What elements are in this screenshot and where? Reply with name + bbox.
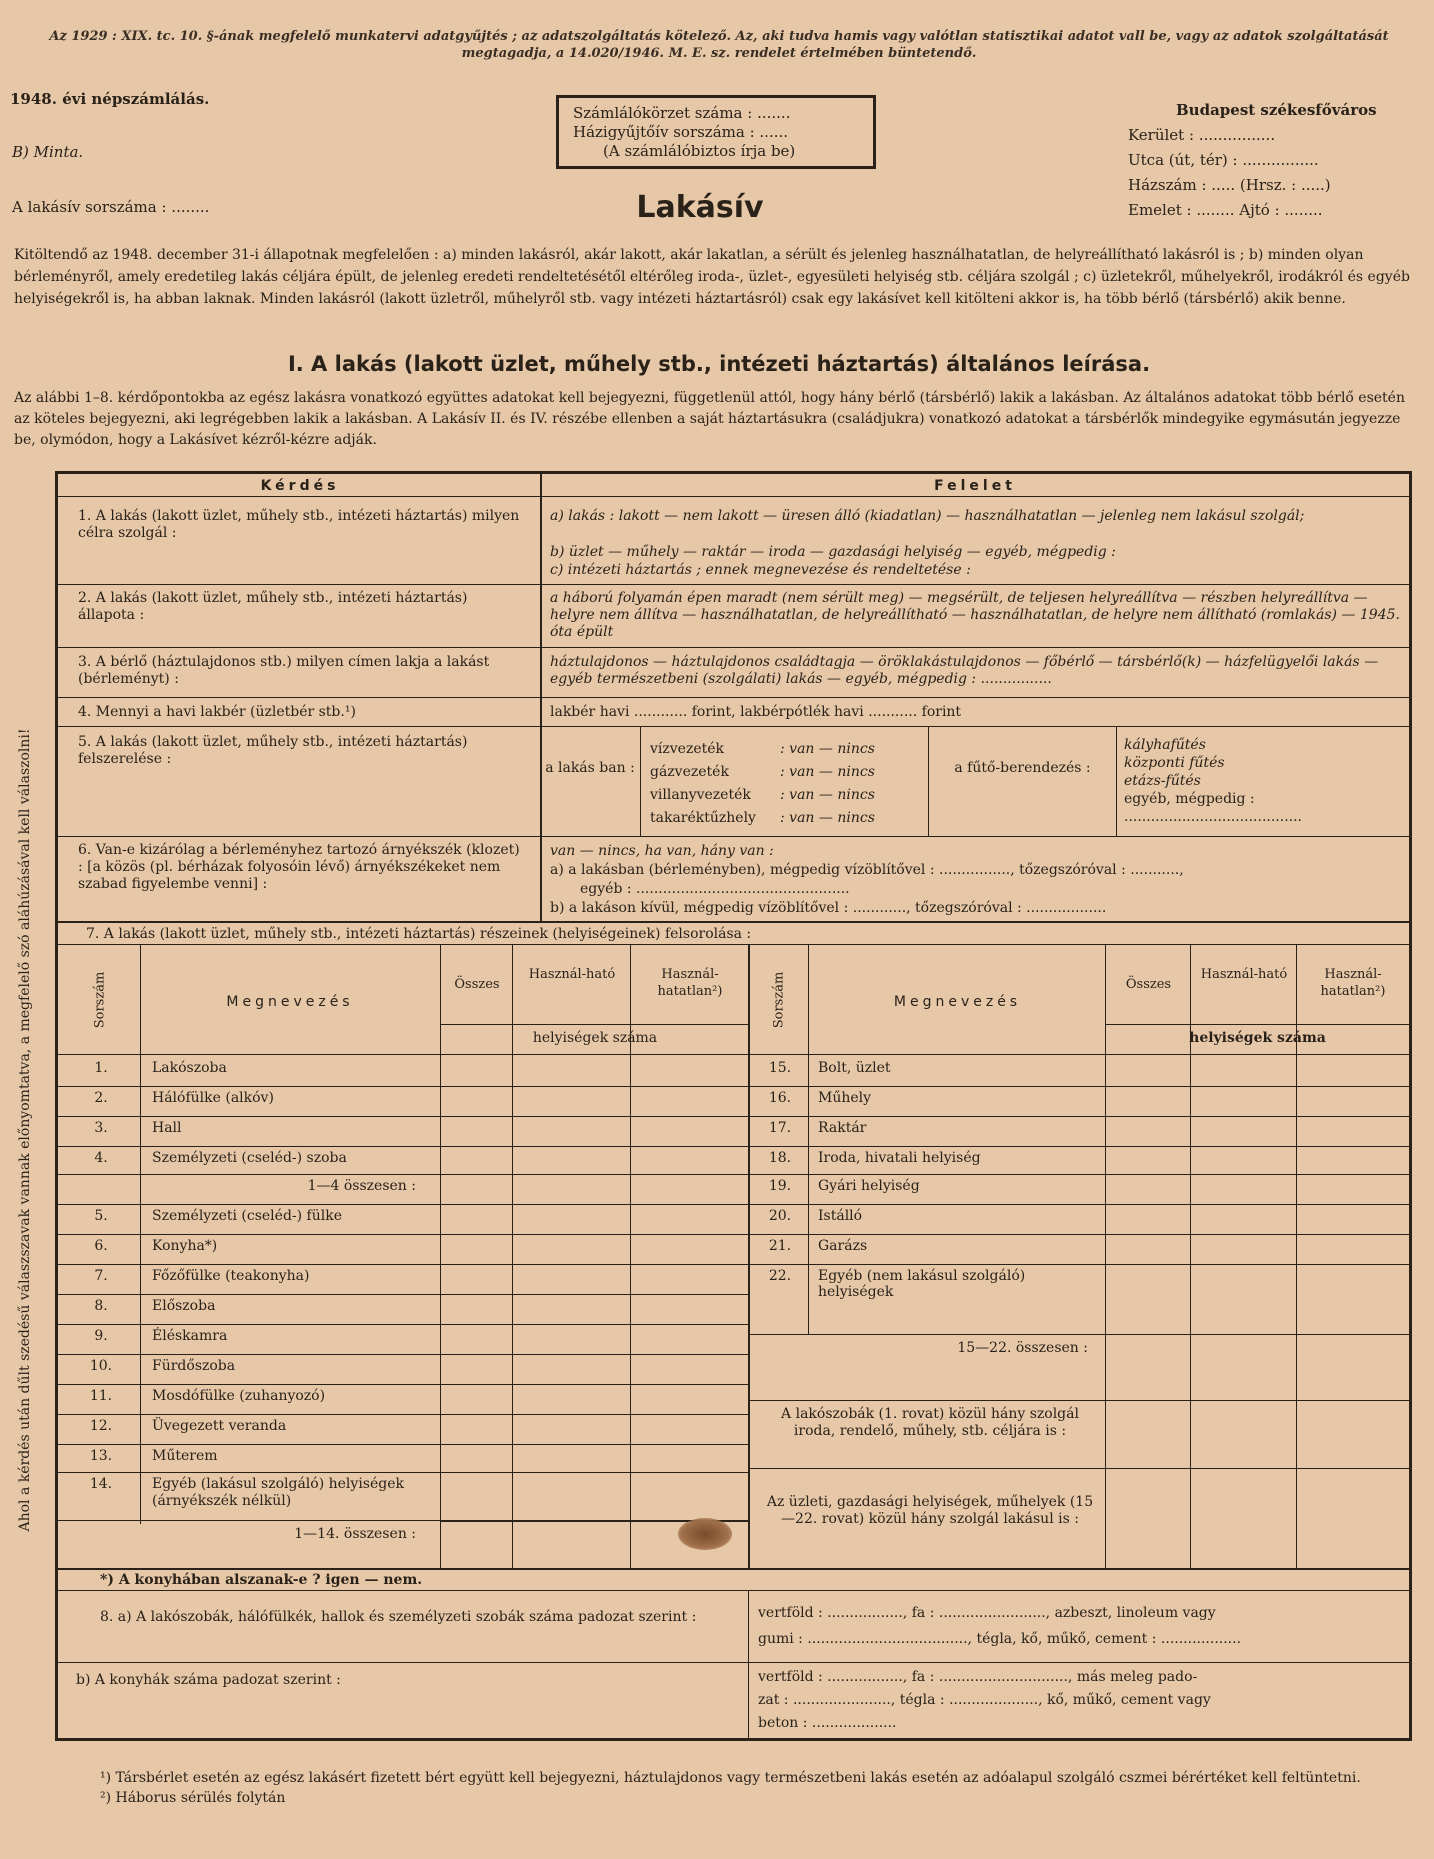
equipment-item[interactable]: gázvezeték : van — nincs	[650, 764, 875, 780]
q2-question: 2. A lakás (lakott üzlet, műhely stb., intézeti háztartás) állapota :	[78, 590, 468, 623]
section-paragraph: Az alábbi 1–8. kérdőpontokba az egész lakásra vonatkozó együttes adatokat kell bejegyezni, függetlenül attól, hogy hány bérlő (társbérlő) lakik a lakásban. Az általános adatokat több bérlő esetén az köteles bejegyezni, aki legrégebben lakik a lakásban. A Lakásív II. és IV. részébe ellenben a saját háztartásukra (családjukra) vonatkozó adatokat a társbérlők mindegyike egymásután jegyezze be, olymódon, hogy a Lakásívet kézről-kézre adják.	[14, 390, 1405, 448]
room-name: Műterem	[152, 1448, 218, 1464]
room-name: Raktár	[818, 1120, 867, 1136]
room-name: 15—22. összesen :	[957, 1340, 1088, 1356]
sheet-number-field[interactable]: A lakásív sorszáma : ........	[12, 198, 210, 216]
room-name: Egyéb (lakásul szolgáló) helyiségek (árnyékszék nélkül)	[152, 1476, 404, 1509]
room-name: Egyéb (nem lakásul szolgáló) helyiségek	[818, 1268, 1026, 1300]
room-number: 11.	[89, 1388, 113, 1404]
room-name: Bolt, üzlet	[818, 1060, 891, 1076]
intro-text: Kitöltendő az 1948. december 31-i állapotnak megfelelően : a) minden lakásról, akár lakott, akár lakatlan, a sérült és jelenleg használhatatlan, de helyreállítható lakásról is ; b) minden olyan bérleményről, amely eredetileg lakás céljára épült, de jelenleg eredeti rendeltetésétől eltérőleg iroda-, üzlet-, egyesületi helyiség stb. céljára szolgál ; c) üzletekről, műhelyekről, irodákról és egyéb helyiségekről is, ha abban laknak. Minden lakásról (lakott üzletről, műhelyről stb. vagy intézeti háztartásról) csak egy lakásívet kell kitölteni akkor is, ha több bérlő (társbérlő) akik benne.	[14, 247, 1410, 307]
room-number: 18.	[768, 1150, 792, 1166]
q6-question: 6. Van-e kizárólag a bérleményhez tartozó árnyékszék (klozet) : [a közös (pl. bérházak folyosóin lévő) árnyékszékeket nem szabad figyelembe venni] :	[78, 842, 520, 892]
q8b-answer-line1[interactable]: vertföld : ................., fa : ............................., más meleg pado-	[758, 1669, 1198, 1685]
kitchen-note[interactable]: *) A konyhában alszanak-e ? igen — nem.	[100, 1572, 423, 1588]
q3-question: 3. A bérlő (háztulajdonos stb.) milyen címen lakja a lakást (bérleményt) :	[78, 654, 490, 687]
q1-question: 1. A lakás (lakott üzlet, műhely stb., intézeti háztartás) milyen célra szolgál :	[78, 508, 520, 541]
room-number: 3.	[94, 1120, 108, 1136]
district-number-field[interactable]: Számlálókörzet száma : .......	[573, 104, 791, 122]
q6-answer-4[interactable]: b) a lakáson kívül, mégpedig vízöblítővel : ............, tőzegszóróval : ..................	[550, 900, 1107, 916]
q8a-answer-line1[interactable]: vertföld : ................., fa : ........................, azbeszt, linoleum vagy	[758, 1605, 1216, 1621]
name-header-left: Megnevezés	[226, 994, 354, 1010]
room-name: Garázs	[818, 1238, 868, 1254]
room-number: 14.	[89, 1476, 113, 1492]
heating-option[interactable]: etázs-fűtés	[1124, 773, 1201, 789]
room-name: Fürdőszoba	[152, 1358, 236, 1374]
room-name: Üvegezett veranda	[152, 1418, 287, 1434]
room-name: Éléskamra	[152, 1328, 228, 1344]
q1-answer-c[interactable]: c) intézeti háztartás ; ennek megnevezése és rendeltetése :	[550, 562, 971, 578]
room-number: 17.	[768, 1120, 792, 1136]
room-number: 13.	[89, 1448, 113, 1464]
room-number: 1.	[94, 1060, 108, 1076]
side-note: Ahol a kérdés után dűlt szedésű válaszszavak vannak előnyomtatva, a megfelelő szó aláhúzásával kell válaszolni!	[17, 728, 33, 1532]
room-number: 8.	[94, 1298, 108, 1314]
unusable-header-left: Használ-hatatlan²)	[657, 967, 723, 999]
count-header-right: helyiségek száma	[1189, 1030, 1326, 1046]
q8a-answer	[758, 1600, 1403, 1652]
q4-answer[interactable]: lakbér havi ............ forint, lakbérpótlék havi ........... forint	[550, 704, 962, 720]
equipment-item[interactable]: takaréktűzhely : van — nincs	[650, 810, 875, 826]
q1-answer-b[interactable]: b) üzlet — műhely — raktár — iroda — gazdasági helyiség — egyéb, mégpedig :	[550, 544, 1116, 560]
room-name: Iroda, hivatali helyiség	[818, 1150, 981, 1166]
q6-answer	[550, 842, 1400, 918]
room-name: Lakószoba	[152, 1060, 227, 1076]
room-number: 15.	[768, 1060, 792, 1076]
q3-answer[interactable]: háztulajdonos — háztulajdonos családtagja — öröklakástulajdonos — főbérlő — társbérlő(k) — házfelügyelői lakás — egyéb természetbeni (szolgálati) lakás — egyéb, mégpedig : ................	[550, 654, 1379, 687]
room-number: 16.	[768, 1090, 792, 1106]
page-title: Lakásív	[636, 190, 764, 225]
usable-header-left: Használ-ható	[528, 967, 616, 982]
room-number: 21.	[768, 1238, 792, 1254]
room-number: 2.	[94, 1090, 108, 1106]
equipment-item[interactable]: vízvezeték : van — nincs	[650, 741, 875, 757]
coffee-stain	[678, 1518, 732, 1550]
right-question-1: A lakószobák (1. rovat) közül hány szolgál iroda, rendelő, műhely, stb. céljára is :	[781, 1406, 1079, 1439]
q8b-answer-line2[interactable]: zat : ......................, tégla : ...................., kő, műkő, cement vagy	[758, 1692, 1211, 1708]
sorszam-header-right: Sorszám	[771, 971, 787, 1029]
room-name: 1—4 összesen :	[307, 1178, 416, 1194]
room-name: Hálófülke (alkóv)	[152, 1090, 274, 1106]
room-number: 10.	[89, 1358, 113, 1374]
house-number-field[interactable]: Házszám : ..... (Hrsz. : .....)	[1128, 176, 1331, 194]
answer-header: Felelet	[934, 478, 1016, 494]
footnote-1: ¹) Társbérlet esetén az egész lakásért fizetett bért együtt kell bejegyezni, háztulajdonos vagy természetbeni lakás esetén az adóalapul szolgáló cszmei bérértéket kell feltüntetni.	[100, 1770, 1361, 1786]
floor-door-field[interactable]: Emelet : ........ Ajtó : ........	[1128, 201, 1323, 219]
q5-question: 5. A lakás (lakott üzlet, műhely stb., intézeti háztartás) felszerelése :	[78, 734, 468, 767]
q6-answer-3[interactable]: egyéb : ................................................	[580, 881, 850, 897]
room-name: Mosdófülke (zuhanyozó)	[152, 1388, 326, 1404]
q6-answer-1[interactable]: van — nincs, ha van, hány van :	[550, 843, 774, 859]
q2-answer[interactable]: a háború folyamán épen maradt (nem sérült meg) — megsérült, de teljesen helyreállítva — részben helyreállítva — helyre nem állítva — használhatatlan, de helyreállítható — használhatatlan, de helyre nem állítható (romlakás) — 1945. óta épült	[550, 590, 1400, 640]
footnote-2: ²) Háborus sérülés folytán	[100, 1790, 286, 1806]
q4-question: 4. Mennyi a havi lakbér (üzletbér stb.¹)	[78, 704, 356, 720]
heating-label: a fűtő-berendezés :	[954, 760, 1091, 776]
q8a-answer-line2[interactable]: gumi : ...................................., tégla, kő, műkő, cement : ..................	[758, 1631, 1242, 1647]
census-year: 1948. évi népszámlálás.	[10, 90, 210, 108]
district-box-note: (A számlálóbiztos írja be)	[603, 142, 796, 160]
q8b-answer	[758, 1666, 1403, 1735]
room-name: Előszoba	[152, 1298, 216, 1314]
count-header-left: helyiségek száma	[532, 1030, 658, 1046]
heating-options	[1124, 736, 1404, 826]
name-header-right: Megnevezés	[893, 994, 1022, 1010]
room-name: Hall	[152, 1120, 182, 1136]
room-number: 19.	[768, 1178, 792, 1194]
room-name: Személyzeti (cseléd-) szoba	[152, 1150, 347, 1166]
room-number: 22.	[768, 1268, 792, 1284]
q1-answer-a[interactable]: a) lakás : lakott — nem lakott — üresen álló (kiadatlan) — használhatatlan — jelenleg nem lakásul szolgál;	[550, 508, 1305, 524]
room-name: Személyzeti (cseléd-) fülke	[152, 1208, 342, 1224]
right-question-2: Az üzleti, gazdasági helyiségek, műhelyek (15—22. rovat) közül hány szolgál lakásul is :	[766, 1494, 1094, 1527]
heating-option[interactable]: központi fűtés	[1124, 755, 1225, 771]
heating-option[interactable]: kályhafűtés	[1124, 737, 1206, 753]
q5-equipment-list	[650, 738, 920, 830]
district-box	[556, 95, 876, 169]
room-number: 6.	[94, 1238, 108, 1254]
room-number: 4.	[94, 1150, 108, 1166]
room-name: Műhely	[818, 1090, 872, 1106]
room-name: Gyári helyiség	[818, 1178, 920, 1194]
room-number: 20.	[768, 1208, 792, 1224]
address-block	[1128, 98, 1428, 223]
q8b-answer-line3[interactable]: beton : ...................	[758, 1715, 897, 1731]
total-header-right: Összes	[1125, 977, 1172, 992]
room-number: 9.	[94, 1328, 108, 1344]
city-name: Budapest székesfőváros	[1176, 101, 1377, 119]
question-header: Kérdés	[260, 478, 340, 494]
q5-inlabel: a lakás ban :	[545, 760, 635, 776]
q7-title: 7. A lakás (lakott üzlet, műhely stb., intézeti háztartás) részeinek (helyiségeinek) felsorolása :	[86, 926, 752, 942]
room-name: Istálló	[818, 1208, 863, 1224]
q8b-question: b) A konyhák száma padozat szerint :	[76, 1672, 341, 1688]
equipment-item[interactable]: villanyvezeték : van — nincs	[650, 787, 875, 803]
room-name: Konyha*)	[152, 1238, 218, 1254]
district-field[interactable]: Kerület : ................	[1128, 126, 1276, 144]
heating-other-field[interactable]: ........................................	[1124, 809, 1303, 825]
footnotes	[14, 1768, 1424, 1808]
section-title: I. A lakás (lakott üzlet, műhely stb., intézeti háztartás) általános leírása.	[287, 352, 1151, 376]
street-field[interactable]: Utca (út, tér) : ................	[1128, 151, 1319, 169]
usable-header-right: Használ-ható	[1200, 967, 1288, 982]
room-number: 5.	[94, 1208, 108, 1224]
law-notice: Az 1929 : XIX. tc. 10. §-ának megfelelő munkatervi adatgyűjtés ; az adatszolgáltatás kötelező. Az, aki tudva hamis vagy valótlan statisztikai adatot vall be, vagy az adatok szolgáltatását megtagadja, a 14.020/1946. M. E. sz. rendelet értelmében büntetendő.	[49, 29, 1389, 61]
q8a-question: 8. a) A lakószobák, hálófülkék, hallok és személyzeti szobák száma padozat szerint :	[100, 1609, 697, 1625]
room-name: Főzőfülke (teakonyha)	[152, 1268, 310, 1284]
unusable-header-right: Használ-hatatlan²)	[1320, 967, 1386, 999]
q6-answer-2[interactable]: a) a lakásban (bérleményben), mégpedig vízöblítővel : ................, tőzegszóróval : ...........,	[550, 862, 1184, 878]
collector-sheet-field[interactable]: Házigyűjtőív sorszáma : ......	[573, 123, 789, 141]
sorszam-header-left: Sorszám	[92, 971, 108, 1029]
room-number: 12.	[89, 1418, 113, 1434]
room-number: 7.	[94, 1268, 108, 1284]
sample-label: B) Minta.	[12, 143, 84, 161]
heating-option[interactable]: egyéb, mégpedig :	[1124, 791, 1255, 807]
room-name: 1—14. összesen :	[294, 1526, 416, 1542]
total-header-left: Összes	[454, 977, 500, 992]
